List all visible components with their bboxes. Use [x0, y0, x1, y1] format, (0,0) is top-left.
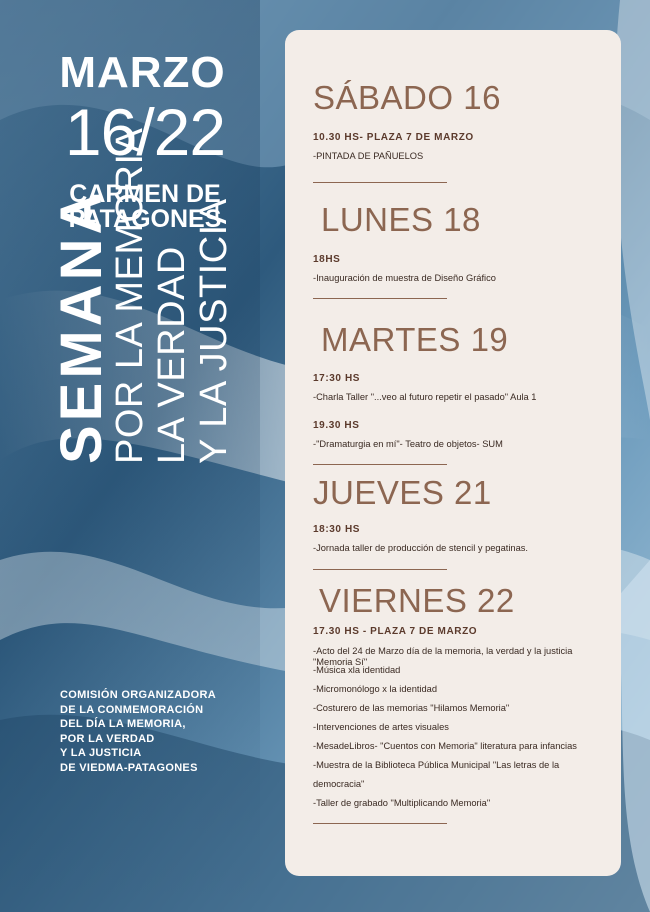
- event-item: -Acto del 24 de Marzo día de la memoria, la verdad y la justicia "Memoria Sí": [313, 646, 573, 667]
- time-martes-1: 17:30 HS: [313, 373, 361, 384]
- time-lunes: 18HS: [313, 254, 341, 265]
- organizers-credit: [60, 688, 260, 775]
- event-item: -Muestra de la Biblioteca Pública Municipal "Las letras de la: [313, 760, 560, 770]
- date-range: 16/22: [64, 95, 226, 169]
- event-item: -Costurero de las memorias "Hilamos Memoria": [313, 703, 510, 713]
- vertical-line-3: Y LA JUSTICIA: [193, 198, 235, 464]
- event-item: -Taller de grabado "Multiplicando Memoria": [313, 798, 491, 808]
- event-item: -Música xla identidad: [313, 665, 401, 675]
- event-item: -Micromonólogo x la identidad: [313, 684, 438, 694]
- month-label: MARZO: [59, 48, 226, 97]
- event-item: -Intervenciones de artes visuales: [313, 722, 449, 732]
- schedule-panel: [285, 30, 621, 876]
- event-item: -Jornada taller de producción de stencil y pegatinas.: [313, 543, 528, 553]
- day-heading-lunes: LUNES 18: [321, 201, 481, 238]
- section-divider: [313, 823, 447, 824]
- event-item: democracia": [313, 779, 365, 789]
- vertical-line-2: LA VERDAD: [151, 246, 193, 464]
- vertical-title: [49, 92, 235, 464]
- day-heading-viernes: VIERNES 22: [319, 582, 515, 619]
- organizers-line: Y LA JUSTICIA: [60, 747, 142, 759]
- section-divider: [313, 182, 447, 183]
- time-jueves: 18:30 HS: [313, 524, 361, 535]
- day-heading-jueves: JUEVES 21: [313, 474, 492, 511]
- organizers-line: POR LA VERDAD: [60, 732, 155, 745]
- city-line-2: PATAGONES: [68, 205, 222, 233]
- event-item: -Inauguración de muestra de Diseño Gráfico: [313, 273, 496, 283]
- event-item: -PINTADA DE PAÑUELOS: [313, 151, 424, 161]
- section-divider: [313, 464, 447, 465]
- organizers-line: DE VIEDMA-PATAGONES: [60, 761, 198, 774]
- organizers-line: DEL DÍA LA MEMORIA,: [60, 718, 186, 730]
- vertical-line-1: POR LA MEMORIA: [109, 127, 151, 464]
- event-item: -Charla Taller "...veo al futuro repetir el pasado" Aula 1: [313, 392, 537, 402]
- semana-word: SEMANA: [49, 188, 114, 464]
- time-viernes: 17.30 HS - PLAZA 7 DE MARZO: [313, 626, 478, 637]
- event-item: -MesadeLibros- "Cuentos con Memoria" literatura para infancias: [313, 741, 577, 751]
- organizers-line: COMISIÓN ORGANIZADORA: [60, 689, 217, 701]
- event-item: -"Dramaturgia en mí"- Teatro de objetos- SUM: [313, 439, 503, 449]
- organizers-line: DE LA CONMEMORACIÓN: [60, 703, 204, 716]
- day-heading-sabado: SÁBADO 16: [313, 79, 501, 116]
- time-martes-2: 19.30 HS: [313, 420, 360, 431]
- section-divider: [313, 298, 447, 299]
- time-sabado: 10.30 HS- PLAZA 7 DE MARZO: [313, 132, 474, 143]
- city-line-1: CARMEN DE: [69, 180, 221, 208]
- section-divider: [313, 569, 447, 570]
- day-heading-martes: MARTES 19: [321, 321, 509, 358]
